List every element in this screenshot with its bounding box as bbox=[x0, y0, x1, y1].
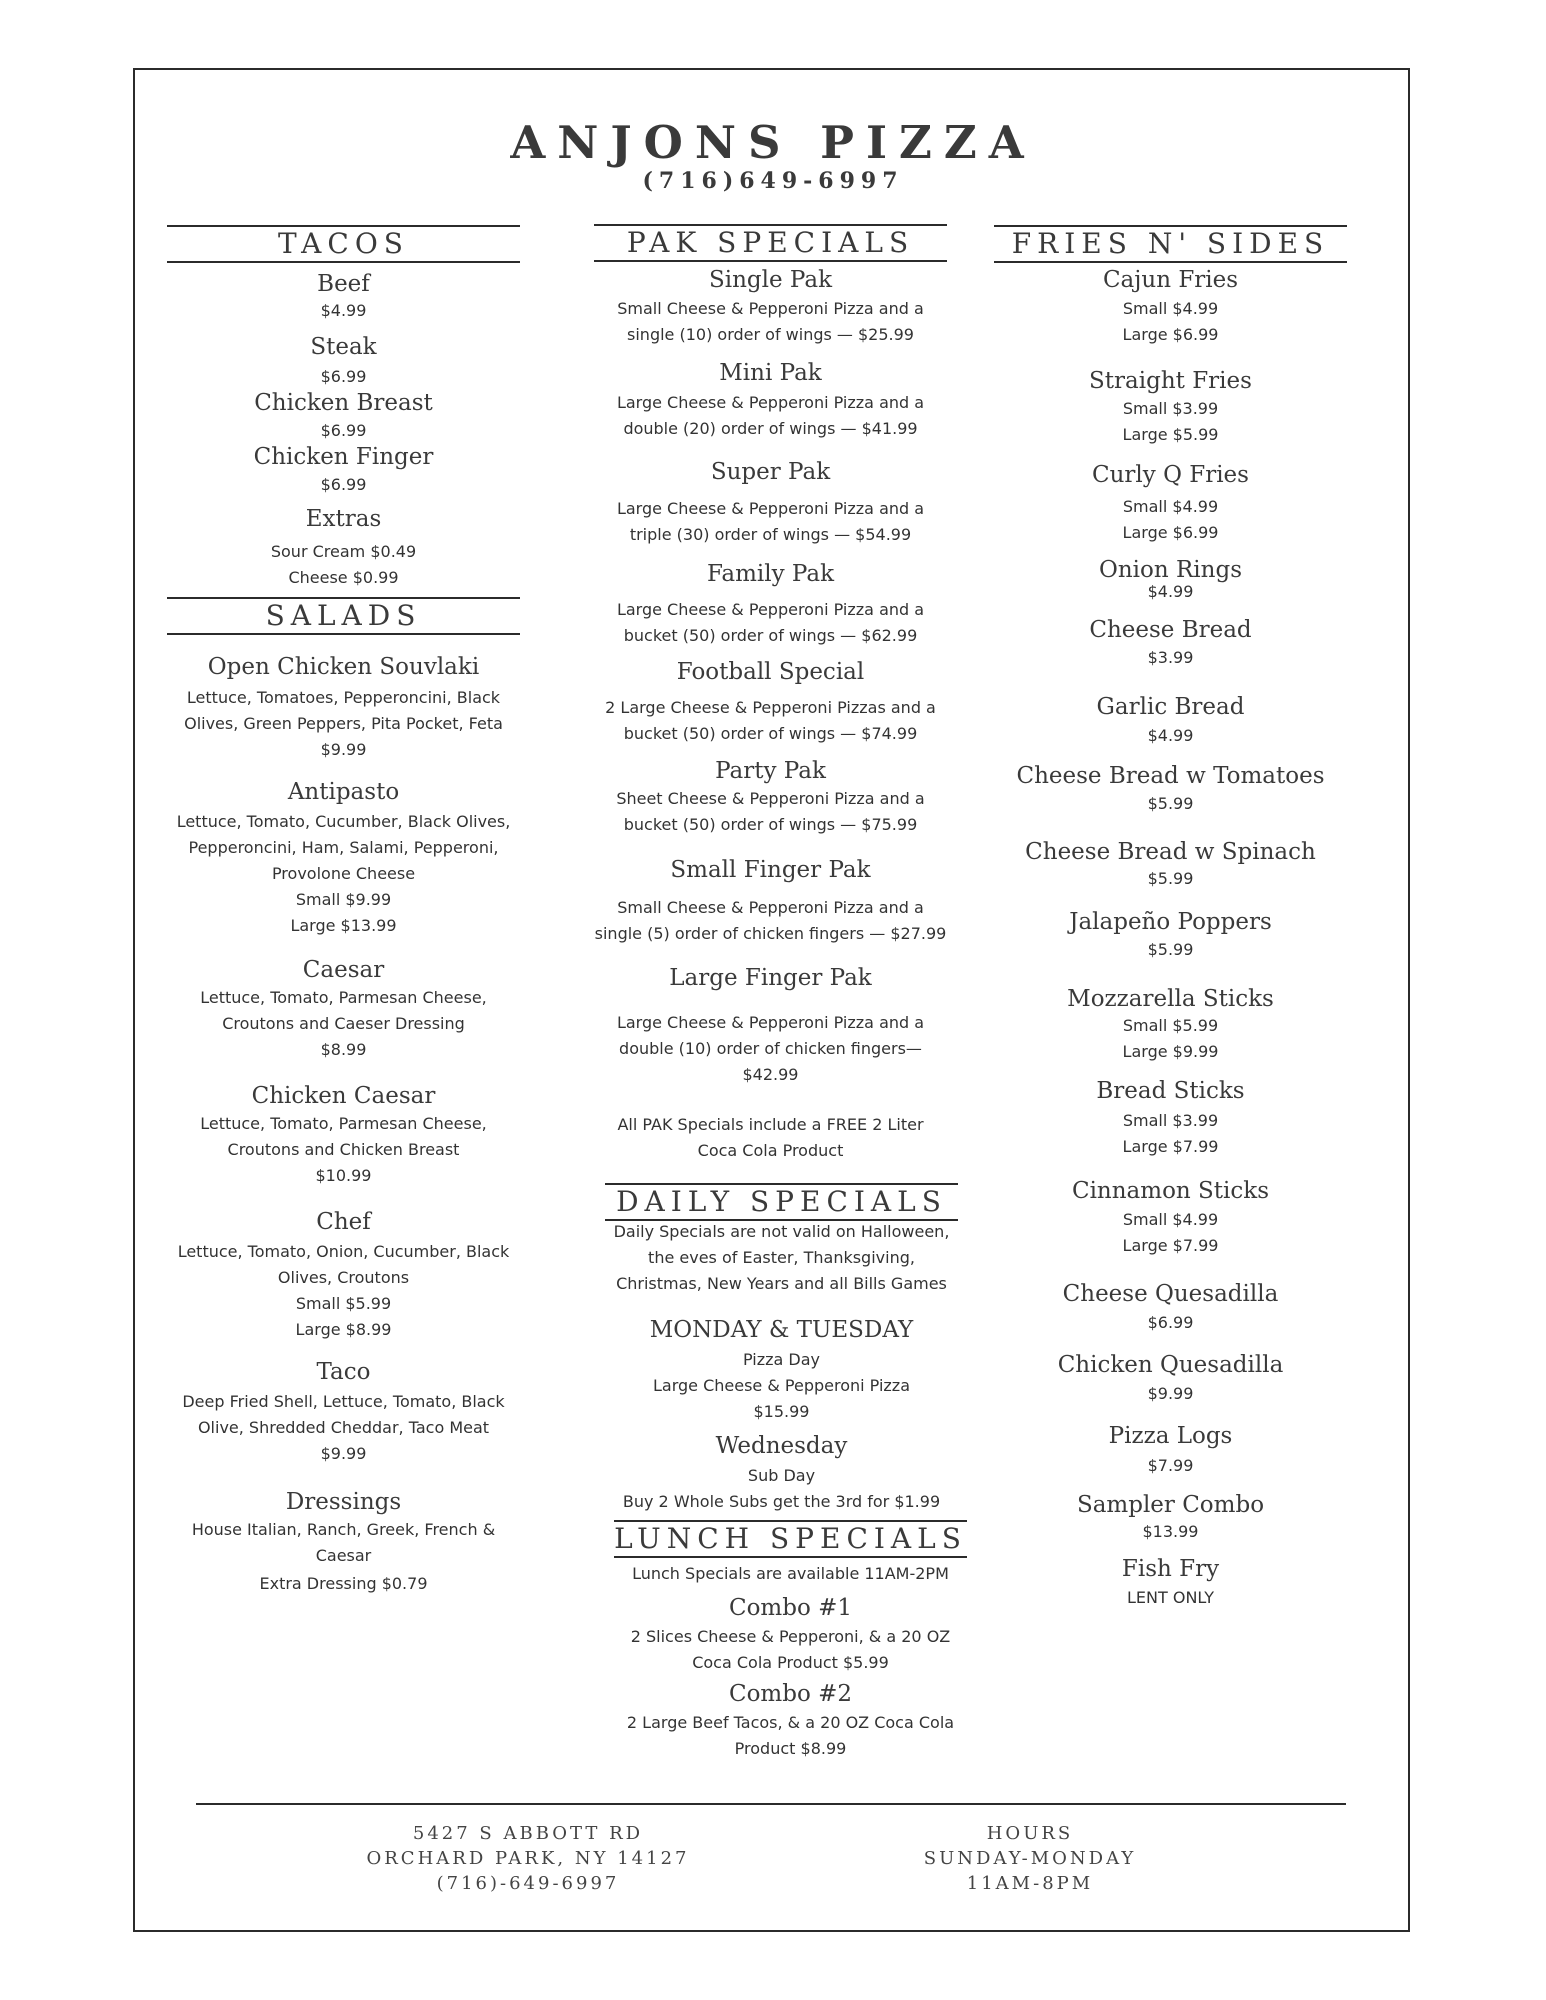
sides-item-cinnamon-sticks: Cinnamon Sticks bbox=[1071, 1178, 1270, 1204]
salads-item-chef-line: Small $5.99 bbox=[295, 1294, 392, 1313]
sides-item-cheese-bread-w-spinach: Cheese Bread w Spinach bbox=[1025, 839, 1316, 865]
salads-item-antipasto-line: Large $13.99 bbox=[290, 916, 397, 935]
footer-hours bbox=[830, 1821, 1230, 1896]
sides-item-onion-rings-line: $4.99 bbox=[1147, 582, 1194, 601]
salads-item-chicken-caesar: Chicken Caesar bbox=[251, 1083, 436, 1109]
pak-item-small-finger-pak-line: single (5) order of chicken fingers — $27.99 bbox=[594, 924, 947, 943]
pak-item-small-finger-pak: Small Finger Pak bbox=[670, 857, 871, 883]
sides-item-cajun-fries-line: Small $4.99 bbox=[1122, 299, 1219, 318]
sides-item-bread-sticks-line: Small $3.99 bbox=[1122, 1111, 1219, 1130]
footer-address bbox=[328, 1821, 728, 1896]
sides-item-straight-fries: Straight Fries bbox=[1089, 368, 1252, 394]
lunch-item-line: 2 Slices Cheese & Pepperoni, & a 20 OZ bbox=[630, 1627, 951, 1646]
pak-item-single-pak: Single Pak bbox=[708, 267, 833, 293]
salads-item-chef-line: Lettuce, Tomato, Onion, Cucumber, Black bbox=[177, 1242, 510, 1261]
middle-column-lunch bbox=[614, 0, 967, 2000]
lunch-note: Lunch Specials are available 11AM-2PM bbox=[632, 1564, 949, 1583]
sides-item-cinnamon-sticks-line: Small $4.99 bbox=[1122, 1210, 1219, 1229]
salads-item-chicken-caesar-line: $10.99 bbox=[315, 1166, 372, 1185]
sides-item-onion-rings: Onion Rings bbox=[1098, 557, 1242, 583]
pak-item-mini-pak-line: double (20) order of wings — $41.99 bbox=[623, 419, 918, 438]
salads-item-antipasto-line: Lettuce, Tomato, Cucumber, Black Olives, bbox=[176, 812, 511, 831]
pak-item-party-pak: Party Pak bbox=[715, 758, 826, 784]
salads-item-dressings-line: House Italian, Ranch, Greek, French & bbox=[191, 1520, 496, 1539]
daily-item-line: $15.99 bbox=[753, 1402, 810, 1421]
pak-item-large-finger-pak: Large Finger Pak bbox=[669, 965, 872, 991]
salads-item-caesar-line: Lettuce, Tomato, Parmesan Cheese, bbox=[200, 988, 487, 1007]
sides-item-cheese-bread-w-tomatoes-line: $5.99 bbox=[1147, 794, 1194, 813]
sides-item-garlic-bread-line: $4.99 bbox=[1147, 726, 1194, 745]
salads-item-open-chicken-souvlaki-line: Lettuce, Tomatoes, Pepperoncini, Black bbox=[186, 688, 501, 707]
sides-item-cajun-fries: Cajun Fries bbox=[1102, 267, 1239, 293]
fries-sides-heading: FRIES N' SIDES bbox=[994, 225, 1347, 263]
lunch-item-line: Coca Cola Product $5.99 bbox=[692, 1653, 889, 1672]
sides-item-chicken-quesadilla-line: $9.99 bbox=[1147, 1384, 1194, 1403]
pak-item-large-finger-pak-line: $42.99 bbox=[742, 1065, 799, 1084]
pak-item-single-pak-line: Small Cheese & Pepperoni Pizza and a bbox=[617, 299, 924, 318]
sides-item-cajun-fries-line: Large $6.99 bbox=[1122, 325, 1219, 344]
pak-item-party-pak-line: bucket (50) order of wings — $75.99 bbox=[623, 815, 918, 834]
sides-item-jalape-o-poppers-line: $5.99 bbox=[1147, 940, 1194, 959]
tacos-item-extras-line: Sour Cream $0.49 bbox=[270, 542, 417, 561]
sides-item-garlic-bread: Garlic Bread bbox=[1096, 694, 1245, 720]
lunch-item-line: 2 Large Beef Tacos, & a 20 OZ Coca Cola bbox=[626, 1713, 955, 1732]
salads-item-antipasto-line: Pepperoncini, Ham, Salami, Pepperoni, bbox=[188, 838, 499, 857]
daily-note-line: the eves of Easter, Thanksgiving, bbox=[648, 1248, 915, 1267]
sides-item-straight-fries-line: Small $3.99 bbox=[1122, 399, 1219, 418]
salads-item-open-chicken-souvlaki-line: $9.99 bbox=[320, 740, 367, 759]
pak-specials-heading: PAK SPECIALS bbox=[594, 224, 947, 262]
pak-note-line: All PAK Specials include a FREE 2 Liter bbox=[617, 1115, 924, 1134]
sides-item-sampler-combo: Sampler Combo bbox=[1076, 1492, 1265, 1518]
salads-item-chicken-caesar-line: Croutons and Chicken Breast bbox=[227, 1140, 460, 1159]
salads-item-taco-line: Olive, Shredded Cheddar, Taco Meat bbox=[197, 1418, 490, 1437]
salads-item-chicken-caesar-line: Lettuce, Tomato, Parmesan Cheese, bbox=[200, 1114, 487, 1133]
daily-note-line: Daily Specials are not valid on Halloween, bbox=[613, 1222, 950, 1241]
salads-item-chef-line: Large $8.99 bbox=[295, 1320, 392, 1339]
tacos-item-extras-line: Cheese $0.99 bbox=[288, 568, 399, 587]
sides-item-cheese-quesadilla-line: $6.99 bbox=[1147, 1313, 1194, 1332]
restaurant-title: ANJONS PIZZA bbox=[510, 116, 1036, 169]
salads-item-caesar-line: Croutons and Caeser Dressing bbox=[222, 1014, 465, 1033]
pak-item-super-pak-line: triple (30) order of wings — $54.99 bbox=[629, 525, 912, 544]
sides-item-chicken-quesadilla: Chicken Quesadilla bbox=[1057, 1352, 1284, 1378]
daily-item-wednesday: Wednesday bbox=[715, 1433, 848, 1459]
salads-item-dressings-line: Extra Dressing $0.79 bbox=[259, 1574, 428, 1593]
sides-item-cheese-bread-w-tomatoes: Cheese Bread w Tomatoes bbox=[1016, 763, 1325, 789]
pak-item-family-pak-line: Large Cheese & Pepperoni Pizza and a bbox=[616, 600, 925, 619]
footer-divider bbox=[196, 1803, 1346, 1805]
sides-item-straight-fries-line: Large $5.99 bbox=[1122, 425, 1219, 444]
pak-item-super-pak-line: Large Cheese & Pepperoni Pizza and a bbox=[616, 499, 925, 518]
sides-item-cheese-quesadilla: Cheese Quesadilla bbox=[1062, 1281, 1279, 1307]
daily-item-monday-tuesday: MONDAY & TUESDAY bbox=[649, 1317, 914, 1343]
salads-item-antipasto: Antipasto bbox=[287, 779, 400, 805]
pak-item-large-finger-pak-line: Large Cheese & Pepperoni Pizza and a bbox=[616, 1013, 925, 1032]
tacos-item-chicken-finger-line: $6.99 bbox=[320, 475, 367, 494]
pak-item-party-pak-line: Sheet Cheese & Pepperoni Pizza and a bbox=[616, 789, 925, 808]
lunch-specials-heading: LUNCH SPECIALS bbox=[614, 1520, 967, 1558]
hours-label: HOURS bbox=[986, 1823, 1074, 1844]
tacos-item-extras: Extras bbox=[305, 506, 382, 532]
tacos-item-beef-line: $4.99 bbox=[320, 301, 367, 320]
pak-item-football-special-line: bucket (50) order of wings — $74.99 bbox=[623, 724, 918, 743]
address-phone: (716)-649-6997 bbox=[436, 1873, 620, 1894]
sides-item-bread-sticks-line: Large $7.99 bbox=[1122, 1137, 1219, 1156]
sides-item-jalape-o-poppers: Jalapeño Poppers bbox=[1069, 909, 1272, 935]
salads-item-dressings: Dressings bbox=[285, 1489, 402, 1515]
salads-item-open-chicken-souvlaki: Open Chicken Souvlaki bbox=[207, 654, 480, 680]
sides-item-mozzarella-sticks-line: Large $9.99 bbox=[1122, 1042, 1219, 1061]
hours-time: 11AM-8PM bbox=[966, 1873, 1094, 1894]
right-column bbox=[994, 0, 1347, 2000]
sides-item-curly-q-fries-line: Large $6.99 bbox=[1122, 523, 1219, 542]
hours-days: SUNDAY-MONDAY bbox=[923, 1848, 1137, 1869]
lunch-item-combo-1: Combo #1 bbox=[728, 1595, 853, 1621]
salads-item-taco: Taco bbox=[316, 1359, 371, 1385]
sides-item-pizza-logs: Pizza Logs bbox=[1108, 1423, 1233, 1449]
daily-specials-heading: DAILY SPECIALS bbox=[605, 1183, 958, 1221]
tacos-item-beef: Beef bbox=[317, 271, 370, 297]
sides-item-mozzarella-sticks: Mozzarella Sticks bbox=[1067, 986, 1274, 1012]
salads-item-caesar: Caesar bbox=[302, 957, 385, 983]
salads-item-chef-line: Olives, Croutons bbox=[277, 1268, 410, 1287]
lunch-item-combo-2: Combo #2 bbox=[728, 1681, 853, 1707]
tacos-item-steak: Steak bbox=[310, 334, 377, 360]
salads-item-open-chicken-souvlaki-line: Olives, Green Peppers, Pita Pocket, Feta bbox=[184, 714, 503, 733]
sides-item-curly-q-fries-line: Small $4.99 bbox=[1122, 497, 1219, 516]
sides-item-cheese-bread: Cheese Bread bbox=[1089, 617, 1252, 643]
restaurant-phone: (716)649-6997 bbox=[642, 168, 904, 194]
sides-item-curly-q-fries: Curly Q Fries bbox=[1092, 462, 1249, 488]
pak-item-mini-pak: Mini Pak bbox=[719, 360, 822, 386]
sides-item-bread-sticks: Bread Sticks bbox=[1096, 1078, 1245, 1104]
sides-item-pizza-logs-line: $7.99 bbox=[1147, 1456, 1194, 1475]
tacos-item-chicken-finger: Chicken Finger bbox=[253, 444, 434, 470]
tacos-item-steak-line: $6.99 bbox=[320, 367, 367, 386]
salads-item-dressings-line: Caesar bbox=[315, 1546, 372, 1565]
pak-item-small-finger-pak-line: Small Cheese & Pepperoni Pizza and a bbox=[617, 898, 924, 917]
salads-heading: SALADS bbox=[167, 597, 520, 635]
pak-item-super-pak: Super Pak bbox=[710, 459, 831, 485]
tacos-heading: TACOS bbox=[167, 225, 520, 263]
pak-item-football-special: Football Special bbox=[676, 659, 865, 685]
pak-item-football-special-line: 2 Large Cheese & Pepperoni Pizzas and a bbox=[605, 698, 936, 717]
pak-item-family-pak-line: bucket (50) order of wings — $62.99 bbox=[623, 626, 918, 645]
sides-item-cheese-bread-line: $3.99 bbox=[1147, 648, 1194, 667]
salads-item-taco-line: Deep Fried Shell, Lettuce, Tomato, Black bbox=[182, 1392, 505, 1411]
salads-item-antipasto-line: Provolone Cheese bbox=[271, 864, 416, 883]
sides-item-cheese-bread-w-spinach-line: $5.99 bbox=[1147, 869, 1194, 888]
pak-item-mini-pak-line: Large Cheese & Pepperoni Pizza and a bbox=[616, 393, 925, 412]
address-city: ORCHARD PARK, NY 14127 bbox=[366, 1848, 690, 1869]
salads-item-caesar-line: $8.99 bbox=[320, 1040, 367, 1059]
pak-item-single-pak-line: single (10) order of wings — $25.99 bbox=[627, 325, 914, 344]
tacos-item-chicken-breast: Chicken Breast bbox=[254, 390, 433, 416]
sides-item-cinnamon-sticks-line: Large $7.99 bbox=[1122, 1236, 1219, 1255]
address-street: 5427 S ABBOTT RD bbox=[412, 1823, 644, 1844]
salads-item-antipasto-line: Small $9.99 bbox=[295, 890, 392, 909]
sides-item-sampler-combo-line: $13.99 bbox=[1142, 1522, 1199, 1541]
sides-item-fish-fry: Fish Fry bbox=[1121, 1556, 1220, 1582]
daily-item-line: Sub Day bbox=[747, 1466, 816, 1485]
salads-item-taco-line: $9.99 bbox=[320, 1444, 367, 1463]
daily-item-line: Pizza Day bbox=[742, 1350, 821, 1369]
pak-item-family-pak: Family Pak bbox=[706, 561, 835, 587]
tacos-item-chicken-breast-line: $6.99 bbox=[320, 421, 367, 440]
daily-note-line: Christmas, New Years and all Bills Games bbox=[616, 1274, 947, 1293]
daily-item-line: Large Cheese & Pepperoni Pizza bbox=[652, 1376, 911, 1395]
salads-item-chef: Chef bbox=[316, 1209, 371, 1235]
lunch-item-line: Product $8.99 bbox=[734, 1739, 847, 1758]
daily-item-line: Buy 2 Whole Subs get the 3rd for $1.99 bbox=[622, 1492, 941, 1511]
sides-item-fish-fry-line: LENT ONLY bbox=[1127, 1588, 1214, 1607]
pak-item-large-finger-pak-line: double (10) order of chicken fingers— bbox=[619, 1039, 922, 1058]
left-column bbox=[167, 0, 520, 2000]
sides-item-mozzarella-sticks-line: Small $5.99 bbox=[1122, 1016, 1219, 1035]
pak-note-line: Coca Cola Product bbox=[697, 1141, 844, 1160]
